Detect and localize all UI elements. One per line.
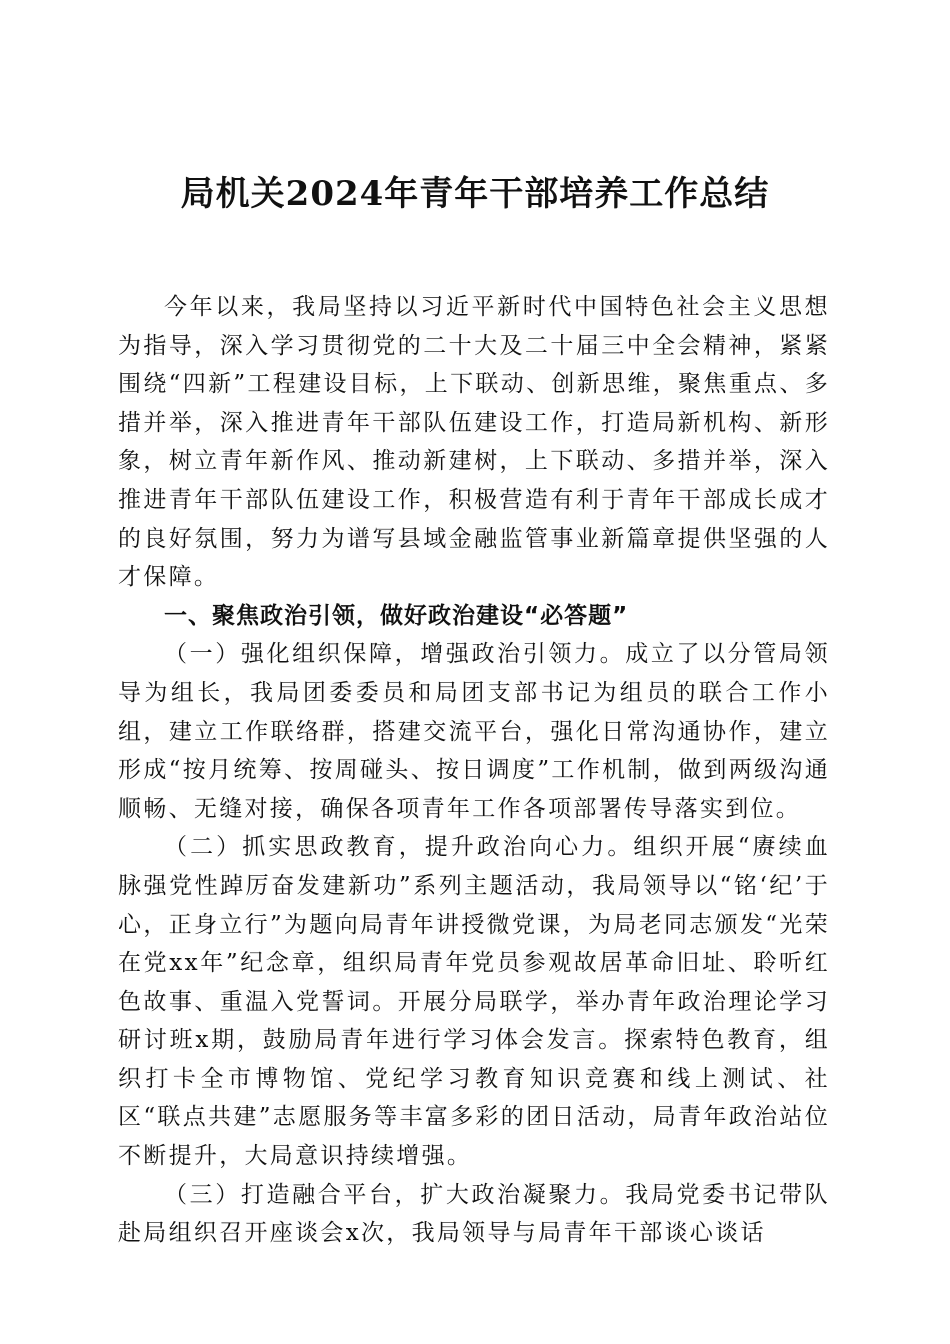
section-heading: 一、聚焦政治引领，做好政治建设“必答题” xyxy=(164,602,629,629)
body-paragraph: （二）抓实思政教育，提升政治向心力。组织开展“赓续血脉强党性踔厉奋发建新功”系列主题活动，我局领导以“铭‘纪’于心，正身立行”为题向局青年讲授微党课，为局老同志颁发“光荣在党xx年”纪念章，组织局青年党员参观故居革命旧址、聆听红色故事、重温入党誓词。开展分局联学，举办青年政治理论学习研讨班x期，鼓励局青年进行学习体会发言。探索特色教育，组织打卡全市博物馆、党纪学习教育知识竞赛和线上测试、社区“联点共建”志愿服务等丰富多彩的团日活动，局青年政治站位不断提升，大局意识持续增强。 xyxy=(118,834,830,1170)
body-paragraph: （三）打造融合平台，扩大政治凝聚力。我局党委书记带队赴局组织召开座谈会x次，我局领导与局青年干部谈心谈话 xyxy=(118,1181,830,1247)
body-paragraph: （一）强化组织保障，增强政治引领力。成立了以分管局领导为组长，我局团委委员和局团支部书记为组员的联合工作小组，建立工作联络群，搭建交流平台，强化日常沟通协作，建立形成“按月统筹、按周碰头、按日调度”工作机制，做到两级沟通顺畅、无缝对接，确保各项青年工作各项部署传导落实到位。 xyxy=(118,641,830,822)
intro-paragraph: 今年以来，我局坚持以习近平新时代中国特色社会主义思想为指导，深入学习贯彻党的二十大及二十届三中全会精神，紧紧围绕“四新”工程建设目标，上下联动、创新思维，聚焦重点、多措并举，深入推进青年干部队伍建设工作，打造局新机构、新形象，树立青年新作风、推动新建树，上下联动、多措并举，深入推进青年干部队伍建设工作，积极营造有利于青年干部成长成才的良好氛围，努力为谱写县域金融监管事业新篇章提供坚强的人才保障。 xyxy=(118,294,830,591)
document-body xyxy=(118,288,830,1253)
document-title: 局机关2024年青年干部培养工作总结 xyxy=(180,174,770,214)
